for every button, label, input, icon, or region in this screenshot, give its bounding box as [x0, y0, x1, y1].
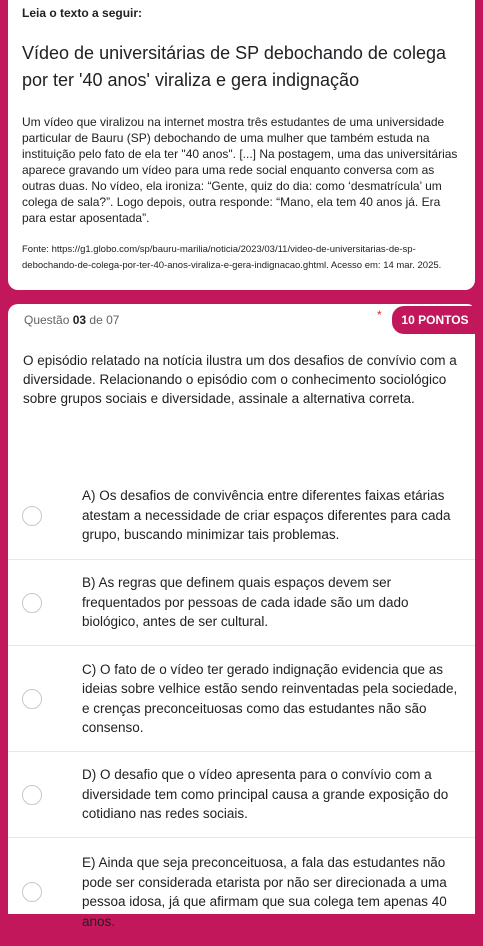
- news-body: Um vídeo que viralizou na internet mostra três estudantes de uma universidade particular de Bauru (SP) debochando de uma mulher que também estuda na instituição pelo fato de ela ter "40 anos". [...] Na postagem, uma das universitárias aparece gravando um vídeo para uma rede social enquanto conversa com as outras duas. No vídeo, ela ironiza: “Gente, quiz do dia: como ‘desmatrícula’ um colega de sala?”. Logo depois, outra responde: “Mano, ela tem 40 anos já. Era para estar aposentada”.: [22, 115, 458, 225]
- option-text: B) As regras que definem quais espaços devem ser frequentados por pessoas de cada idade são um dado biológico, antes de ser cultural.: [82, 575, 409, 630]
- question-header: [8, 304, 475, 336]
- radio-button[interactable]: [22, 882, 42, 902]
- option-text: C) O fato de o vídeo ter gerado indignação evidencia que as ideias sobre velhice estão sendo reinventadas pela sociedade, e crenças preconceituosas como das estudantes não são consenso.: [82, 661, 458, 735]
- option-c[interactable]: [8, 646, 475, 752]
- lead-text: Leia o texto a seguir:: [22, 6, 143, 20]
- option-text: E) Ainda que seja preconceituosa, a fala das estudantes não pode ser considerada etarista por não ser direcionada a uma pessoa idosa, já que afirmam que sua colega tem apenas 40 anos.: [82, 855, 447, 929]
- points-badge: 10 PONTOS: [392, 306, 478, 334]
- news-headline: Vídeo de universitárias de SP debochando de colega por ter '40 anos' viraliza e gera indignação: [22, 43, 446, 90]
- radio-button[interactable]: [22, 785, 42, 805]
- option-e[interactable]: [8, 838, 475, 946]
- radio-button[interactable]: [22, 506, 42, 526]
- question-label-prefix: Questão: [24, 313, 70, 327]
- option-d[interactable]: [8, 752, 475, 838]
- required-asterisk: *: [377, 308, 382, 322]
- question-card: [8, 304, 478, 929]
- question-prompt: O episódio relatado na notícia ilustra um dos desafios de convívio com a diversidade. Relacionando o episódio com o conhecimento sociológico sobre grupos sociais e diversidade, assinale a alternativa correta.: [23, 353, 457, 406]
- question-total: de 07: [89, 313, 120, 327]
- question-counter: [24, 313, 119, 327]
- news-source: Fonte: https://g1.globo.com/sp/bauru-marilia/noticia/2023/03/11/video-de-universitarias-de-sp-debochando-de-colega-por-ter-40-anos-viraliza-e-gera-indignacao.ghtml. Acesso em: 14 mar. 2025.: [22, 244, 442, 271]
- option-text: D) O desafio que o vídeo apresenta para o convívio com a diversidade tem como principal causa a grande exposição do cotidiano nas redes sociais.: [82, 767, 449, 822]
- option-a[interactable]: [8, 472, 475, 560]
- question-number: 03: [72, 313, 87, 327]
- option-b[interactable]: [8, 560, 475, 646]
- radio-button[interactable]: [22, 593, 42, 613]
- radio-button[interactable]: [22, 689, 42, 709]
- text-card: [8, 0, 475, 290]
- option-text: A) Os desafios de convivência entre diferentes faixas etárias atestam a necessidade de criar espaços diferentes para cada grupo, buscando minimizar tais problemas.: [82, 488, 451, 543]
